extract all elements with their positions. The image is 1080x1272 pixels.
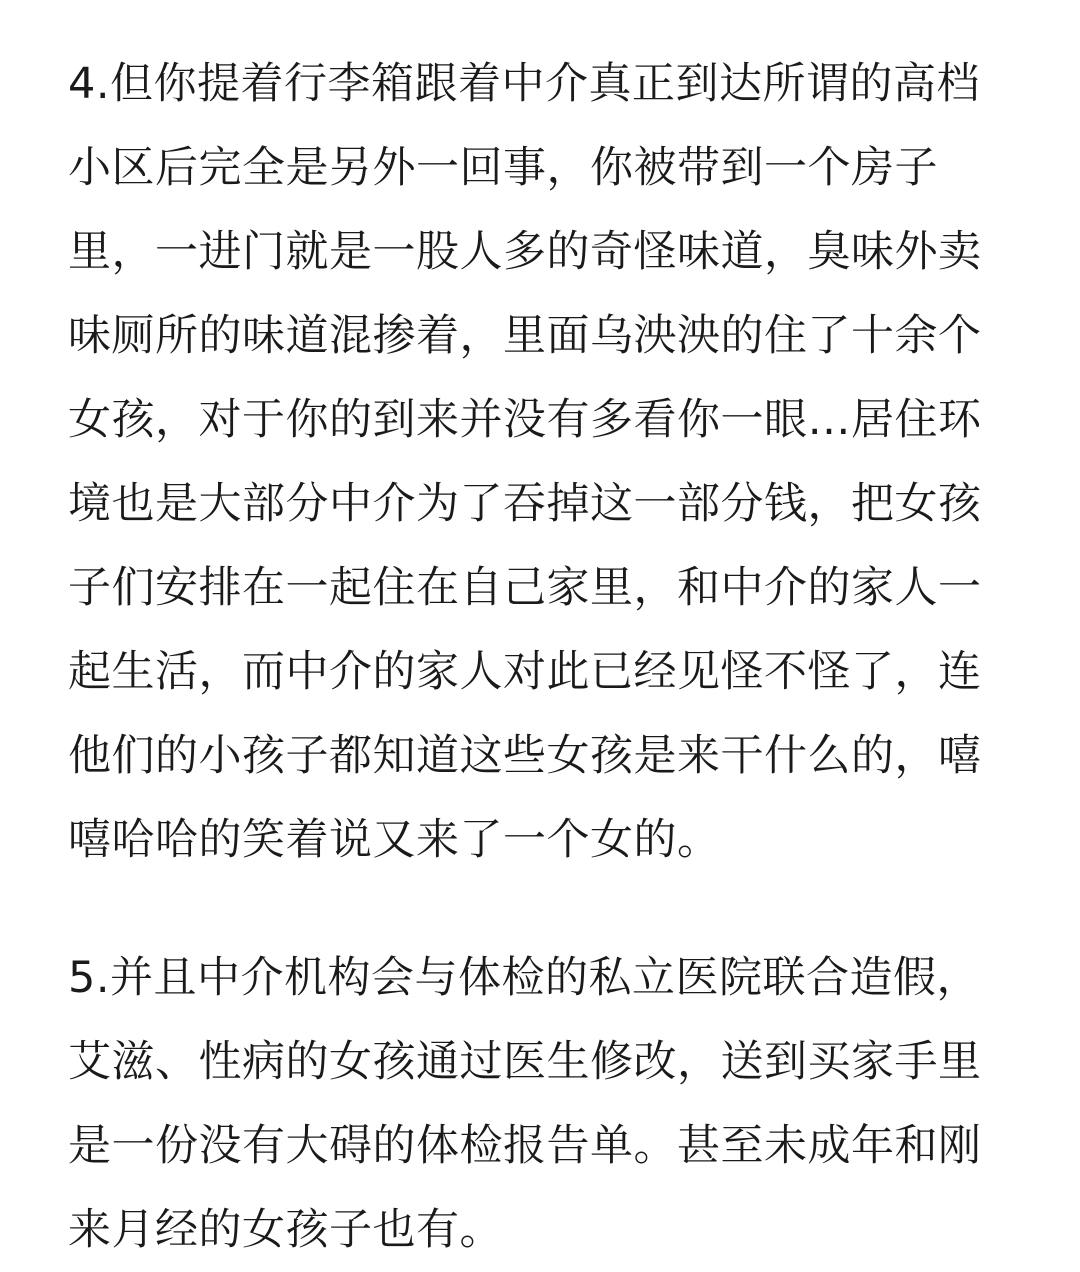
text-line: 来月经的女孩子也有。 (68, 1205, 503, 1255)
text-line: 子们安排在一起住在自己家里，和中介的家人一 (68, 563, 982, 613)
text-line: 嘻哈哈的笑着说又来了一个女的。 (68, 815, 721, 865)
text-line: 艾滋、性病的女孩通过医生修改，送到买家手里 (68, 1037, 982, 1087)
text-line: 里，一进门就是一股人多的奇怪味道，臭味外卖 (68, 227, 982, 277)
paragraph-5 (68, 936, 1020, 1272)
text-line: 他们的小孩子都知道这些女孩是来干什么的，嘻 (68, 731, 982, 781)
text-line: 味厕所的味道混掺着，里面乌泱泱的住了十余个 (68, 311, 982, 361)
paragraph-4 (68, 42, 1020, 882)
text-line: 5.并且中介机构会与体检的私立医院联合造假， (68, 953, 981, 1003)
text-line: 境也是大部分中介为了吞掉这一部分钱，把女孩 (68, 479, 982, 529)
text-line: 是一份没有大碍的体检报告单。甚至未成年和刚 (68, 1121, 982, 1171)
text-line: 起生活，而中介的家人对此已经见怪不怪了，连 (68, 647, 982, 697)
text-line: 小区后完全是另外一回事，你被带到一个房子 (68, 143, 938, 193)
text-line: 4.但你提着行李箱跟着中介真正到达所谓的高档 (68, 59, 981, 109)
text-line: 女孩，对于你的到来并没有多看你一眼…居住环 (68, 395, 982, 445)
